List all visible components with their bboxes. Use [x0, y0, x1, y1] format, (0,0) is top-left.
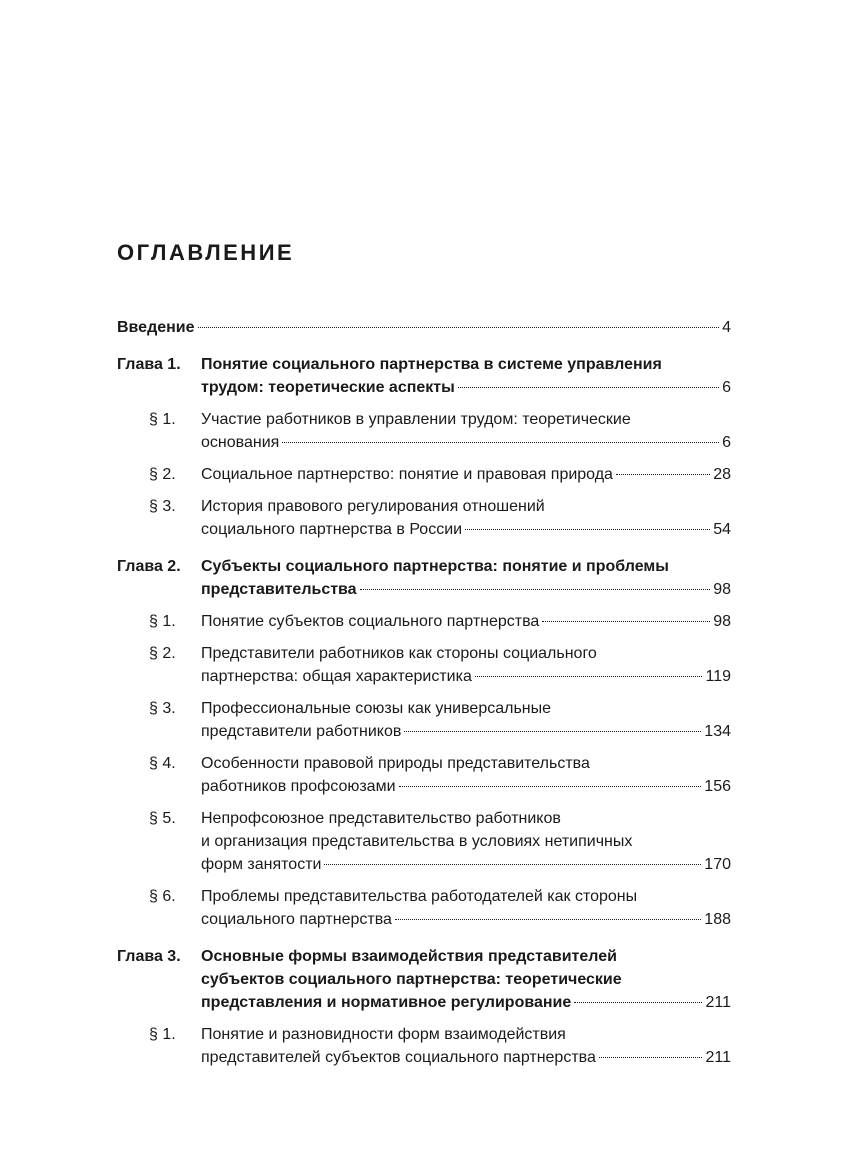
toc-entry-title-line: работников профсоюзами	[201, 778, 396, 795]
section-number: § 3.	[149, 498, 176, 515]
toc-chapter-3[interactable]	[117, 945, 731, 1014]
page-number: 188	[704, 911, 731, 928]
section-number: § 1.	[149, 411, 176, 428]
toc-entry-title-line: представления и нормативное регулирование	[201, 994, 572, 1011]
toc-section-1-1[interactable]	[117, 408, 731, 454]
page-number: 6	[722, 434, 731, 451]
toc-section-2-4[interactable]	[117, 752, 731, 798]
page-number: 98	[713, 613, 731, 630]
toc-entry-title-line: трудом: теоретические аспекты	[201, 379, 455, 396]
toc-entry-title-line: Понятие социального партнерства в системе управления	[201, 356, 662, 373]
toc-entry-title-line: субъектов социального партнерства: теоретические	[201, 971, 622, 988]
chapter-number: Глава 3.	[117, 948, 181, 965]
toc-entry-title-line: Непрофсоюзное представительство работников	[201, 810, 561, 827]
dot-leader	[458, 387, 719, 388]
toc-entry-title-line: представители работников	[201, 723, 402, 740]
dot-leader	[542, 621, 710, 622]
toc-entry-title-line: Особенности правовой природы представительства	[201, 755, 590, 772]
dot-leader	[574, 1002, 702, 1003]
toc-entry-title-line: Понятие субъектов социального партнерства	[201, 613, 540, 630]
dot-leader	[616, 474, 710, 475]
toc-chapter-1[interactable]	[117, 353, 731, 399]
toc-entry-title-line: Субъекты социального партнерства: понятие и проблемы	[201, 558, 669, 575]
toc-section-2-5[interactable]	[117, 807, 731, 876]
toc-entry-title-line: и организация представительства в условиях нетипичных	[201, 833, 633, 850]
section-number: § 4.	[149, 755, 176, 772]
section-number: § 3.	[149, 700, 176, 717]
dot-leader	[475, 676, 703, 677]
toc-section-2-1[interactable]	[117, 610, 731, 633]
page-title: ОГЛАВЛЕНИЕ	[117, 240, 295, 265]
toc-section-2-2[interactable]	[117, 642, 731, 688]
toc-entry-title-line: представителей субъектов социального партнерства	[201, 1049, 596, 1066]
chapter-number: Глава 1.	[117, 356, 181, 373]
page-number: 6	[722, 379, 731, 396]
page-number: 54	[713, 521, 731, 538]
toc-entry-title-line: Участие работников в управлении трудом: теоретические	[201, 411, 631, 428]
toc-section-2-3[interactable]	[117, 697, 731, 743]
toc-entry-title-line: партнерства: общая характеристика	[201, 668, 472, 685]
toc-chapter-2[interactable]	[117, 555, 731, 601]
toc-entry-title-line: Профессиональные союзы как универсальные	[201, 700, 552, 717]
chapter-number: Глава 2.	[117, 558, 181, 575]
dot-leader	[360, 589, 711, 590]
toc-entry-title-line: социального партнерства	[201, 911, 392, 928]
page-number: 98	[713, 581, 731, 598]
toc-section-1-2[interactable]	[117, 463, 731, 486]
toc-section-3-1[interactable]	[117, 1023, 731, 1069]
toc-entry-title: Введение	[117, 319, 195, 336]
section-number: § 6.	[149, 888, 176, 905]
dot-leader	[198, 327, 720, 328]
page-number: 211	[705, 994, 731, 1011]
toc-entry-title-line: Основные формы взаимодействия представителей	[201, 948, 617, 965]
dot-leader	[599, 1057, 703, 1058]
dot-leader	[324, 864, 701, 865]
dot-leader	[395, 919, 701, 920]
page-number: 211	[705, 1049, 731, 1066]
page-number: 134	[704, 723, 731, 740]
page-number: 28	[713, 466, 731, 483]
section-number: § 1.	[149, 1026, 176, 1043]
page-number: 170	[704, 856, 731, 873]
toc-entry-title-line: Понятие и разновидности форм взаимодействия	[201, 1026, 566, 1043]
toc-entry-title-line: основания	[201, 434, 280, 451]
toc-entry-title-line: Социальное партнерство: понятие и правовая природа	[201, 466, 613, 483]
toc-section-1-3[interactable]	[117, 495, 731, 541]
dot-leader	[282, 442, 719, 443]
toc-chapters	[117, 353, 731, 1069]
toc-entry-title-line: социального партнерства в России	[201, 521, 463, 538]
dot-leader	[465, 529, 710, 530]
toc-entry-intro[interactable]	[117, 316, 731, 339]
dot-leader	[404, 731, 701, 732]
section-number: § 5.	[149, 810, 176, 827]
page-number: 156	[704, 778, 731, 795]
page-number: 4	[722, 319, 731, 336]
page-number: 119	[705, 668, 731, 685]
toc-entry-title-line: История правового регулирования отношений	[201, 498, 545, 515]
toc-entry-title-line: форм занятости	[201, 856, 322, 873]
dot-leader	[399, 786, 702, 787]
toc-entry-title-line: Представители работников как стороны социального	[201, 645, 597, 662]
toc-entry-title-line: представительства	[201, 581, 357, 598]
section-number: § 1.	[149, 613, 176, 630]
table-of-contents	[117, 316, 731, 1069]
section-number: § 2.	[149, 466, 176, 483]
toc-section-2-6[interactable]	[117, 885, 731, 931]
toc-entry-title-line: Проблемы представительства работодателей как стороны	[201, 888, 638, 905]
section-number: § 2.	[149, 645, 176, 662]
